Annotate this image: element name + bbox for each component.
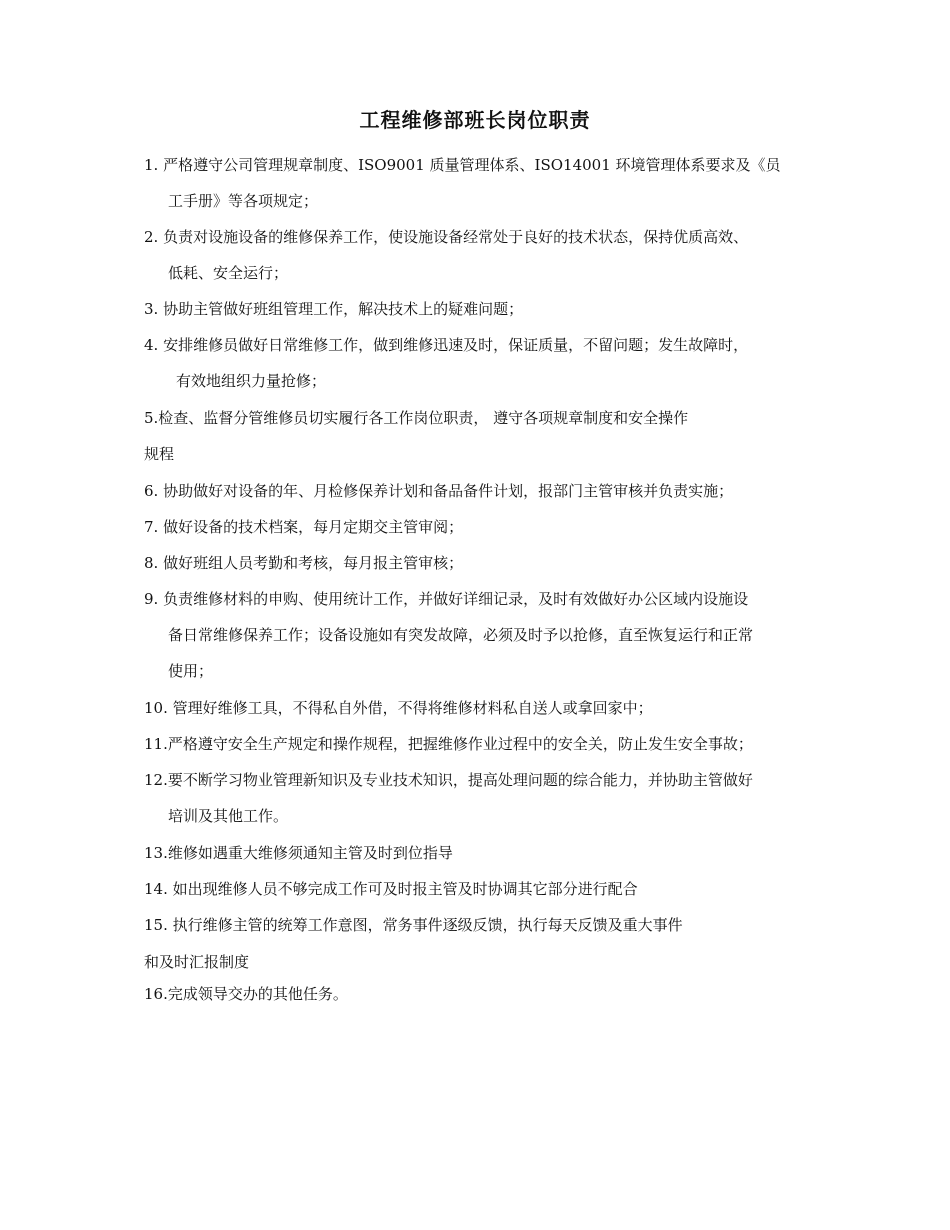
text-line: 7. 做好设备的技术档案，每月定期交主管审阅； — [144, 518, 464, 536]
text-line: 1. 严格遵守公司管理规章制度、ISO9001 质量管理体系、ISO14001 环境管理体系要求及《员 — [144, 156, 781, 174]
text-line: 有效地组织力量抢修； — [176, 372, 327, 390]
text-line: 低耗、安全运行； — [168, 264, 289, 282]
text-line: 3. 协助主管做好班组管理工作，解决技术上的疑难问题； — [144, 300, 524, 318]
text-line: 4. 安排维修员做好日常维修工作，做到维修迅速及时，保证质量，不留问题；发生故障时， — [144, 336, 749, 354]
text-line: 11.严格遵守安全生产规定和操作规程，把握维修作业过程中的安全关，防止发生安全事故； — [144, 735, 753, 753]
text-line: 2. 负责对设施设备的维修保养工作，使设施设备经常处于良好的技术状态，保持优质高效、 — [144, 228, 749, 246]
text-line: 9. 负责维修材料的申购、使用统计工作，并做好详细记录，及时有效做好办公区域内设施设 — [144, 590, 749, 608]
text-line: 14. 如出现维修人员不够完成工作可及时报主管及时协调其它部分进行配合 — [144, 880, 638, 898]
document-title: 工程维修部班长岗位职责 — [359, 108, 591, 132]
text-line: 和及时汇报制度 — [144, 953, 250, 971]
text-line: 12.要不断学习物业管理新知识及专业技术知识，提高处理问题的综合能力，并协助主管做好 — [144, 771, 753, 789]
text-line: 8. 做好班组人员考勤和考核，每月报主管审核； — [144, 554, 464, 572]
text-line: 5.检查、监督分管维修员切实履行各工作岗位职责， 遵守各项规章制度和安全操作 — [144, 409, 689, 427]
text-line: 15. 执行维修主管的统筹工作意图，常务事件逐级反馈，执行每天反馈及重大事件 — [144, 916, 683, 934]
text-line: 工手册》等各项规定； — [168, 192, 319, 210]
text-line: 13.维修如遇重大维修须通知主管及时到位指导 — [144, 844, 453, 862]
text-line: 10. 管理好维修工具，不得私自外借，不得将维修材料私自送人或拿回家中； — [144, 699, 653, 717]
text-line: 6. 协助做好对设备的年、月检修保养计划和备品备件计划，报部门主管审核并负责实施； — [144, 482, 734, 500]
text-line: 规程 — [144, 445, 175, 463]
text-line: 使用； — [168, 662, 214, 680]
text-line: 备日常维修保养工作；设备设施如有突发故障，必须及时予以抢修，直至恢复运行和正常 — [168, 626, 754, 644]
text-line: 16.完成领导交办的其他任务。 — [144, 985, 348, 1003]
text-line: 培训及其他工作。 — [168, 807, 289, 825]
